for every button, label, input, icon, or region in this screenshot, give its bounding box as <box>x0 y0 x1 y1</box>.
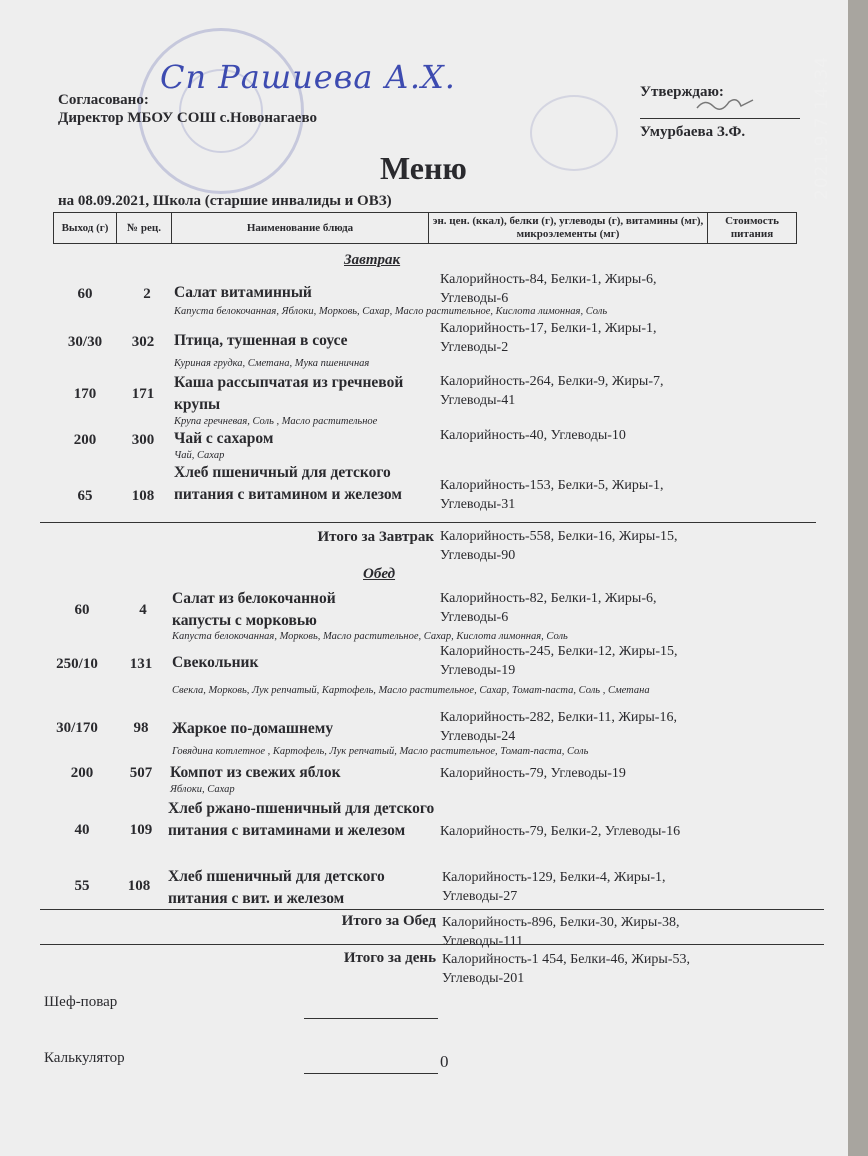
item-recipe: 131 <box>129 656 153 672</box>
item-recipe: 507 <box>129 765 153 781</box>
item-name: Хлеб ржано-пшеничный для детского питания с витаминами и железом <box>168 800 435 839</box>
item-name: Свекольник <box>172 654 259 671</box>
col-cost: Стоимость питания <box>708 213 797 244</box>
menu-subtitle: на 08.09.2021, Школа (старшие инвалиды и ОВЗ) <box>58 193 392 209</box>
col-output: Выход (г) <box>54 213 117 244</box>
section-lunch: Обед <box>363 566 396 582</box>
item-recipe: 108 <box>127 878 151 894</box>
chef-label: Шеф-повар <box>44 994 118 1010</box>
agreed-by: Директор МБОУ СОШ с.Новонагаево <box>58 110 317 126</box>
item-nutrition: Калорийность-79, Углеводы-19 <box>440 766 626 781</box>
director-signature: Сп Рашиева А.Х. <box>160 58 456 96</box>
item-recipe: 171 <box>131 386 155 402</box>
item-output: 250/10 <box>56 656 98 672</box>
chef-signature-line <box>304 1018 438 1019</box>
calculator-signature-line <box>304 1073 438 1074</box>
item-ingredients: Куриная грудка, Сметана, Мука пшеничная <box>174 358 370 369</box>
lunch-total: Калорийность-896, Белки-30, Жиры-38, Углеводы-111 <box>442 915 680 949</box>
item-nutrition: Калорийность-129, Белки-4, Жиры-1, Углеводы-27 <box>442 870 666 904</box>
item-recipe: 98 <box>133 720 149 736</box>
item-ingredients: Говядина котлетное , Картофель, Лук репчатый, Масло растительное, Томат-паста, Соль <box>172 746 589 757</box>
section-breakfast: Завтрак <box>344 252 401 268</box>
agreed-label: Согласовано: <box>58 92 149 108</box>
item-output: 200 <box>70 765 94 781</box>
item-output: 60 <box>74 602 90 618</box>
item-ingredients: Капуста белокочанная, Морковь, Масло растительное, Сахар, Кислота лимонная, Соль <box>172 631 568 642</box>
item-name: Хлеб пшеничный для детского питания с витамином и железом <box>174 464 402 503</box>
page-title: Меню <box>380 150 467 186</box>
item-nutrition: Калорийность-40, Углеводы-10 <box>440 428 626 443</box>
item-recipe: 108 <box>131 488 155 504</box>
item-name: Хлеб пшеничный для детского питания с вит. и железом <box>168 868 385 907</box>
approve-label: Утверждаю: <box>640 84 724 100</box>
lunch-total-label: Итого за Обед <box>341 913 436 929</box>
divider <box>40 944 824 945</box>
table-edge <box>848 0 868 1156</box>
item-ingredients: Свекла, Морковь, Лук репчатый, Картофель, Масло растительное, Сахар, Томат-паста, Соль , Сметана <box>172 685 650 696</box>
item-name: Чай с сахаром <box>174 430 274 447</box>
photo-timestamp: 2021.9.7 14:34 <box>812 55 832 200</box>
day-total: Калорийность-1 454, Белки-46, Жиры-53, Углеводы-201 <box>442 952 690 986</box>
item-name: Каша рассыпчатая из гречневой крупы <box>174 374 404 413</box>
item-name: Салат из белокочанной капусты с морковью <box>172 590 336 629</box>
item-output: 170 <box>73 386 97 402</box>
breakfast-total: Калорийность-558, Белки-16, Жиры-15, Углеводы-90 <box>440 529 678 563</box>
day-total-label: Итого за день <box>343 950 436 966</box>
item-output: 30/170 <box>56 720 98 736</box>
item-recipe: 302 <box>131 334 155 350</box>
item-nutrition: Калорийность-84, Белки-1, Жиры-6, Углеводы-6 <box>440 272 657 306</box>
approval-stamp <box>530 95 618 171</box>
item-ingredients: Крупа гречневая, Соль , Масло растительное <box>174 416 378 427</box>
item-nutrition: Калорийность-245, Белки-12, Жиры-15, Углеводы-19 <box>440 644 678 678</box>
calculator-mark: 0 <box>440 1052 449 1071</box>
approve-by: Умурбаева З.Ф. <box>640 124 746 140</box>
col-name: Наименование блюда <box>172 213 429 244</box>
item-ingredients: Капуста белокочанная, Яблоки, Морковь, Сахар, Масло растительное, Кислота лимонная, Соль <box>174 306 608 317</box>
item-output: 65 <box>77 488 93 504</box>
item-recipe: 109 <box>129 822 153 838</box>
col-nutrition: эн. цен. (ккал), белки (г), углеводы (г), витамины (мг), микроэлементы (мг) <box>429 213 708 244</box>
menu-table-header <box>53 212 797 244</box>
item-output: 55 <box>74 878 90 894</box>
item-ingredients: Яблоки, Сахар <box>170 784 235 795</box>
item-nutrition: Калорийность-82, Белки-1, Жиры-6, Углеводы-6 <box>440 591 657 625</box>
item-recipe: 300 <box>131 432 155 448</box>
item-nutrition: Калорийность-79, Белки-2, Углеводы-16 <box>440 824 681 839</box>
approve-line <box>640 118 800 119</box>
item-output: 200 <box>73 432 97 448</box>
item-name: Компот из свежих яблок <box>170 764 341 781</box>
item-nutrition: Калорийность-264, Белки-9, Жиры-7, Углеводы-41 <box>440 374 664 408</box>
item-nutrition: Калорийность-17, Белки-1, Жиры-1, Углеводы-2 <box>440 321 657 355</box>
item-output: 60 <box>77 286 93 302</box>
item-nutrition: Калорийность-153, Белки-5, Жиры-1, Углеводы-31 <box>440 478 664 512</box>
divider <box>40 522 816 523</box>
breakfast-total-label: Итого за Завтрак <box>317 529 434 545</box>
item-output: 30/30 <box>67 334 103 350</box>
item-recipe: 4 <box>139 602 147 618</box>
calculator-label: Калькулятор <box>44 1050 125 1066</box>
item-name: Птица, тушенная в соусе <box>174 332 348 349</box>
item-ingredients: Чай, Сахар <box>174 450 225 461</box>
item-recipe: 2 <box>143 286 151 302</box>
divider <box>40 909 824 910</box>
item-name: Жаркое по-домашнему <box>172 720 334 737</box>
item-output: 40 <box>74 822 90 838</box>
col-recipe: № рец. <box>117 213 172 244</box>
item-nutrition: Калорийность-282, Белки-11, Жиры-16, Углеводы-24 <box>440 710 677 744</box>
item-name: Салат витаминный <box>174 284 312 301</box>
